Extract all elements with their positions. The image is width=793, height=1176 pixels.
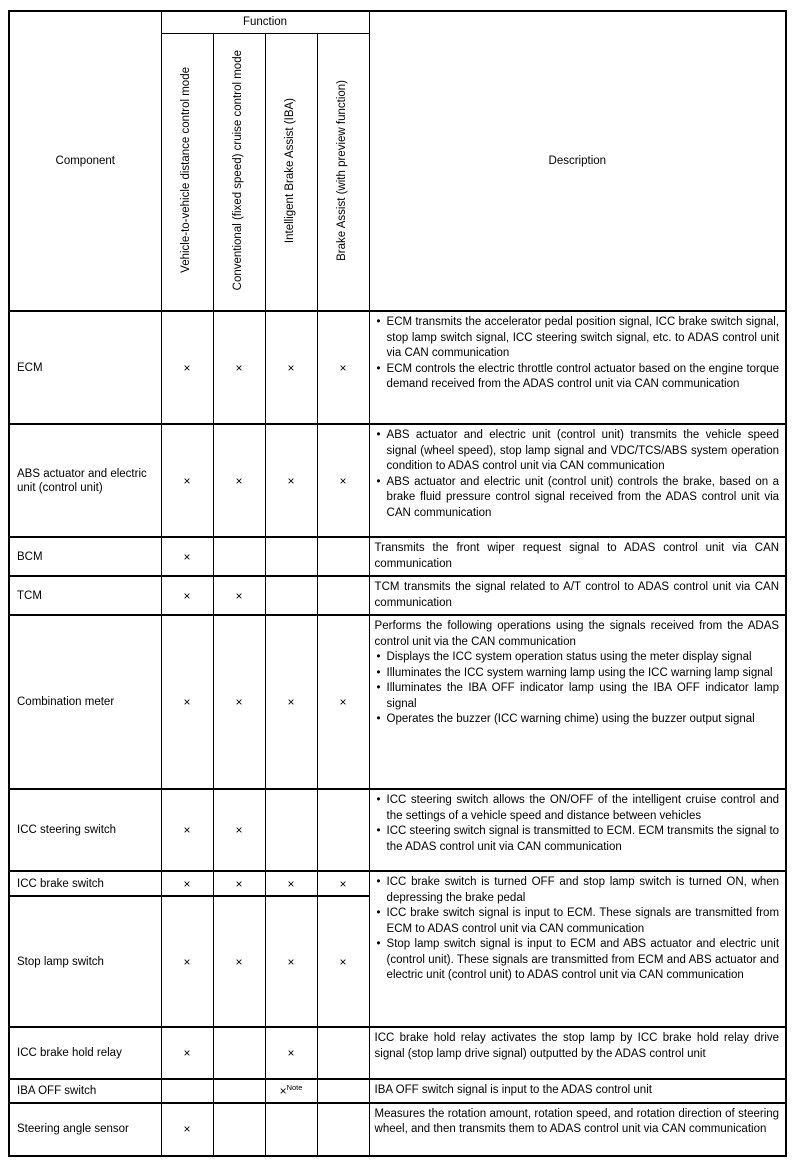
header-component: Component — [9, 11, 161, 311]
mark-cell — [317, 537, 369, 576]
description-text: ICC brake hold relay activates the stop lamp by ICC brake hold relay drive signal (stop lamp drive signal) outputted by the ADAS control unit — [374, 1032, 780, 1060]
mark-cell: × — [317, 871, 369, 896]
mark-cell — [265, 789, 317, 871]
table-row-combination-meter — [9, 615, 786, 789]
mark-cell: × — [161, 789, 213, 871]
mark-cell: × — [161, 871, 213, 896]
mark-cell — [317, 576, 369, 615]
description-bullet: • Illuminates the ICC system warning lamp using the ICC warning lamp signal — [375, 666, 780, 682]
mark-cell: × — [161, 615, 213, 789]
description-bullet: • Stop lamp switch signal is input to ECM and ABS actuator and electric unit (control unit). These signals are transmitted from ECM and ABS actuator and electric unit (control unit) to ADAS control unit via CAN communication — [375, 937, 780, 984]
mark-cell — [265, 1103, 317, 1156]
mark-cell: × — [317, 424, 369, 537]
mark-cell — [213, 1079, 265, 1103]
header-col-label: Conventional (fixed speed) cruise control mode — [232, 50, 245, 291]
mark-cell: × — [265, 871, 317, 896]
mark-cell: × — [213, 311, 265, 424]
component-cell: ICC brake switch — [9, 871, 161, 896]
mark-cell: × — [317, 311, 369, 424]
description-bullet: • ICC steering switch signal is transmitted to ECM. ECM transmits the signal to the ADAS control unit via CAN communication — [375, 824, 780, 855]
mark: × — [279, 1083, 287, 1098]
mark-cell — [213, 1027, 265, 1079]
description-cell-shared — [369, 871, 786, 1027]
header-col-label: Vehicle-to-vehicle distance control mode — [180, 67, 193, 274]
description-intro: Performs the following operations using the signals received from the ADAS control unit via the CAN communication — [374, 620, 780, 648]
description-text: Transmits the front wiper request signal to ADAS control unit via CAN communication — [374, 542, 780, 570]
component-cell: ICC steering switch — [9, 789, 161, 871]
description-bullet: • ECM controls the electric throttle control actuator based on the engine torque demand received from the ADAS control unit via CAN communication — [375, 362, 780, 393]
description-cell — [369, 615, 786, 789]
mark-cell: × — [161, 576, 213, 615]
description-bullet: • ICC brake switch signal is input to ECM. These signals are transmitted from ECM to ADAS control unit via CAN communication — [375, 906, 780, 937]
table-row-tcm — [9, 576, 786, 615]
header-col-intelligent-brake-assist — [265, 33, 317, 311]
header-function: Function — [161, 11, 369, 33]
component-cell: TCM — [9, 576, 161, 615]
mark-cell — [317, 1103, 369, 1156]
header-col-vehicle-to-vehicle — [161, 33, 213, 311]
table-row-steering-angle-sensor — [9, 1103, 786, 1156]
mark-cell: × — [213, 615, 265, 789]
table-row-iba-off-switch — [9, 1079, 786, 1103]
mark-cell: × — [265, 311, 317, 424]
table-row-abs-actuator — [9, 424, 786, 537]
component-cell: Combination meter — [9, 615, 161, 789]
mark-cell — [265, 576, 317, 615]
description-bullet: • ABS actuator and electric unit (control unit) transmits the vehicle speed signal (wheel speed), stop lamp signal and VDC/TCS/ABS system operation condition to ADAS control unit via CAN communication — [375, 428, 780, 475]
mark-cell — [265, 537, 317, 576]
mark-cell — [213, 1103, 265, 1156]
mark-cell: × — [213, 896, 265, 1027]
description-cell — [369, 576, 786, 615]
description-text: TCM transmits the signal related to A/T control to ADAS control unit via CAN communication — [374, 581, 780, 609]
mark-cell — [317, 789, 369, 871]
mark-cell — [317, 1079, 369, 1103]
mark-cell: × — [265, 1027, 317, 1079]
description-cell — [369, 311, 786, 424]
note-superscript: Note — [286, 1082, 303, 1092]
mark-cell: × — [317, 615, 369, 789]
table-row-ecm — [9, 311, 786, 424]
description-bullet: • Displays the ICC system operation status using the meter display signal — [375, 650, 780, 666]
mark-cell: × — [213, 424, 265, 537]
description-cell — [369, 424, 786, 537]
mark-cell: × — [161, 424, 213, 537]
description-bullet: • ECM transmits the accelerator pedal position signal, ICC brake switch signal, stop lamp switch signal, ICC steering switch signal, etc. to ADAS control unit via CAN communication — [375, 315, 780, 362]
component-cell: ABS actuator and electric unit (control unit) — [9, 424, 161, 537]
description-text: Measures the rotation amount, rotation speed, and rotation direction of steering wheel, and then transmits them to ADAS control unit via CAN communication — [374, 1107, 780, 1135]
description-cell — [369, 1027, 786, 1079]
mark-cell: × — [161, 311, 213, 424]
header-col-label: Brake Assist (with preview function) — [336, 79, 349, 261]
header-col-brake-assist-preview — [317, 33, 369, 311]
description-cell — [369, 1079, 786, 1103]
description-bullet: • ABS actuator and electric unit (control unit) controls the brake, based on a brake fluid pressure control signal received from the ADAS control unit via CAN communication — [375, 475, 780, 522]
mark-cell: × — [213, 871, 265, 896]
mark-cell: × — [161, 537, 213, 576]
mark-cell: × — [265, 615, 317, 789]
mark-cell: × — [161, 1103, 213, 1156]
mark-cell: × — [265, 424, 317, 537]
component-cell: Stop lamp switch — [9, 896, 161, 1027]
component-cell: ECM — [9, 311, 161, 424]
mark-cell: × — [317, 896, 369, 1027]
description-bullet: • ICC brake switch is turned OFF and stop lamp switch is turned ON, when depressing the brake pedal — [375, 875, 780, 906]
description-bullet: • ICC steering switch allows the ON/OFF of the intelligent cruise control and the settings of a vehicle speed and distance between vehicles — [375, 793, 780, 824]
description-cell — [369, 537, 786, 576]
mark-cell: × — [161, 896, 213, 1027]
mark-cell — [161, 1079, 213, 1103]
mark-cell: × — [161, 1027, 213, 1079]
component-cell: Steering angle sensor — [9, 1103, 161, 1156]
component-cell: ICC brake hold relay — [9, 1027, 161, 1079]
mark-cell-with-note — [265, 1079, 317, 1103]
table-row-icc-brake-hold-relay — [9, 1027, 786, 1079]
icc-component-function-table — [8, 10, 787, 1157]
mark-cell: × — [213, 789, 265, 871]
table-row-icc-steering-switch — [9, 789, 786, 871]
table-row-bcm — [9, 537, 786, 576]
header-col-label: Intelligent Brake Assist (IBA) — [284, 97, 297, 243]
description-cell — [369, 1103, 786, 1156]
header-description: Description — [369, 11, 786, 311]
component-cell: IBA OFF switch — [9, 1079, 161, 1103]
description-bullet: • Illuminates the IBA OFF indicator lamp using the IBA OFF indicator lamp signal — [375, 681, 780, 712]
mark-cell — [213, 537, 265, 576]
mark-cell: × — [265, 896, 317, 1027]
description-text: IBA OFF switch signal is input to the ADAS control unit — [374, 1084, 652, 1096]
header-row-function — [9, 11, 786, 33]
component-cell: BCM — [9, 537, 161, 576]
description-bullet: • Operates the buzzer (ICC warning chime) using the buzzer output signal — [375, 712, 780, 728]
mark-cell — [317, 1027, 369, 1079]
mark-cell: × — [213, 576, 265, 615]
header-col-conventional-cruise — [213, 33, 265, 311]
table-row-icc-brake-switch — [9, 871, 786, 896]
description-cell — [369, 789, 786, 871]
